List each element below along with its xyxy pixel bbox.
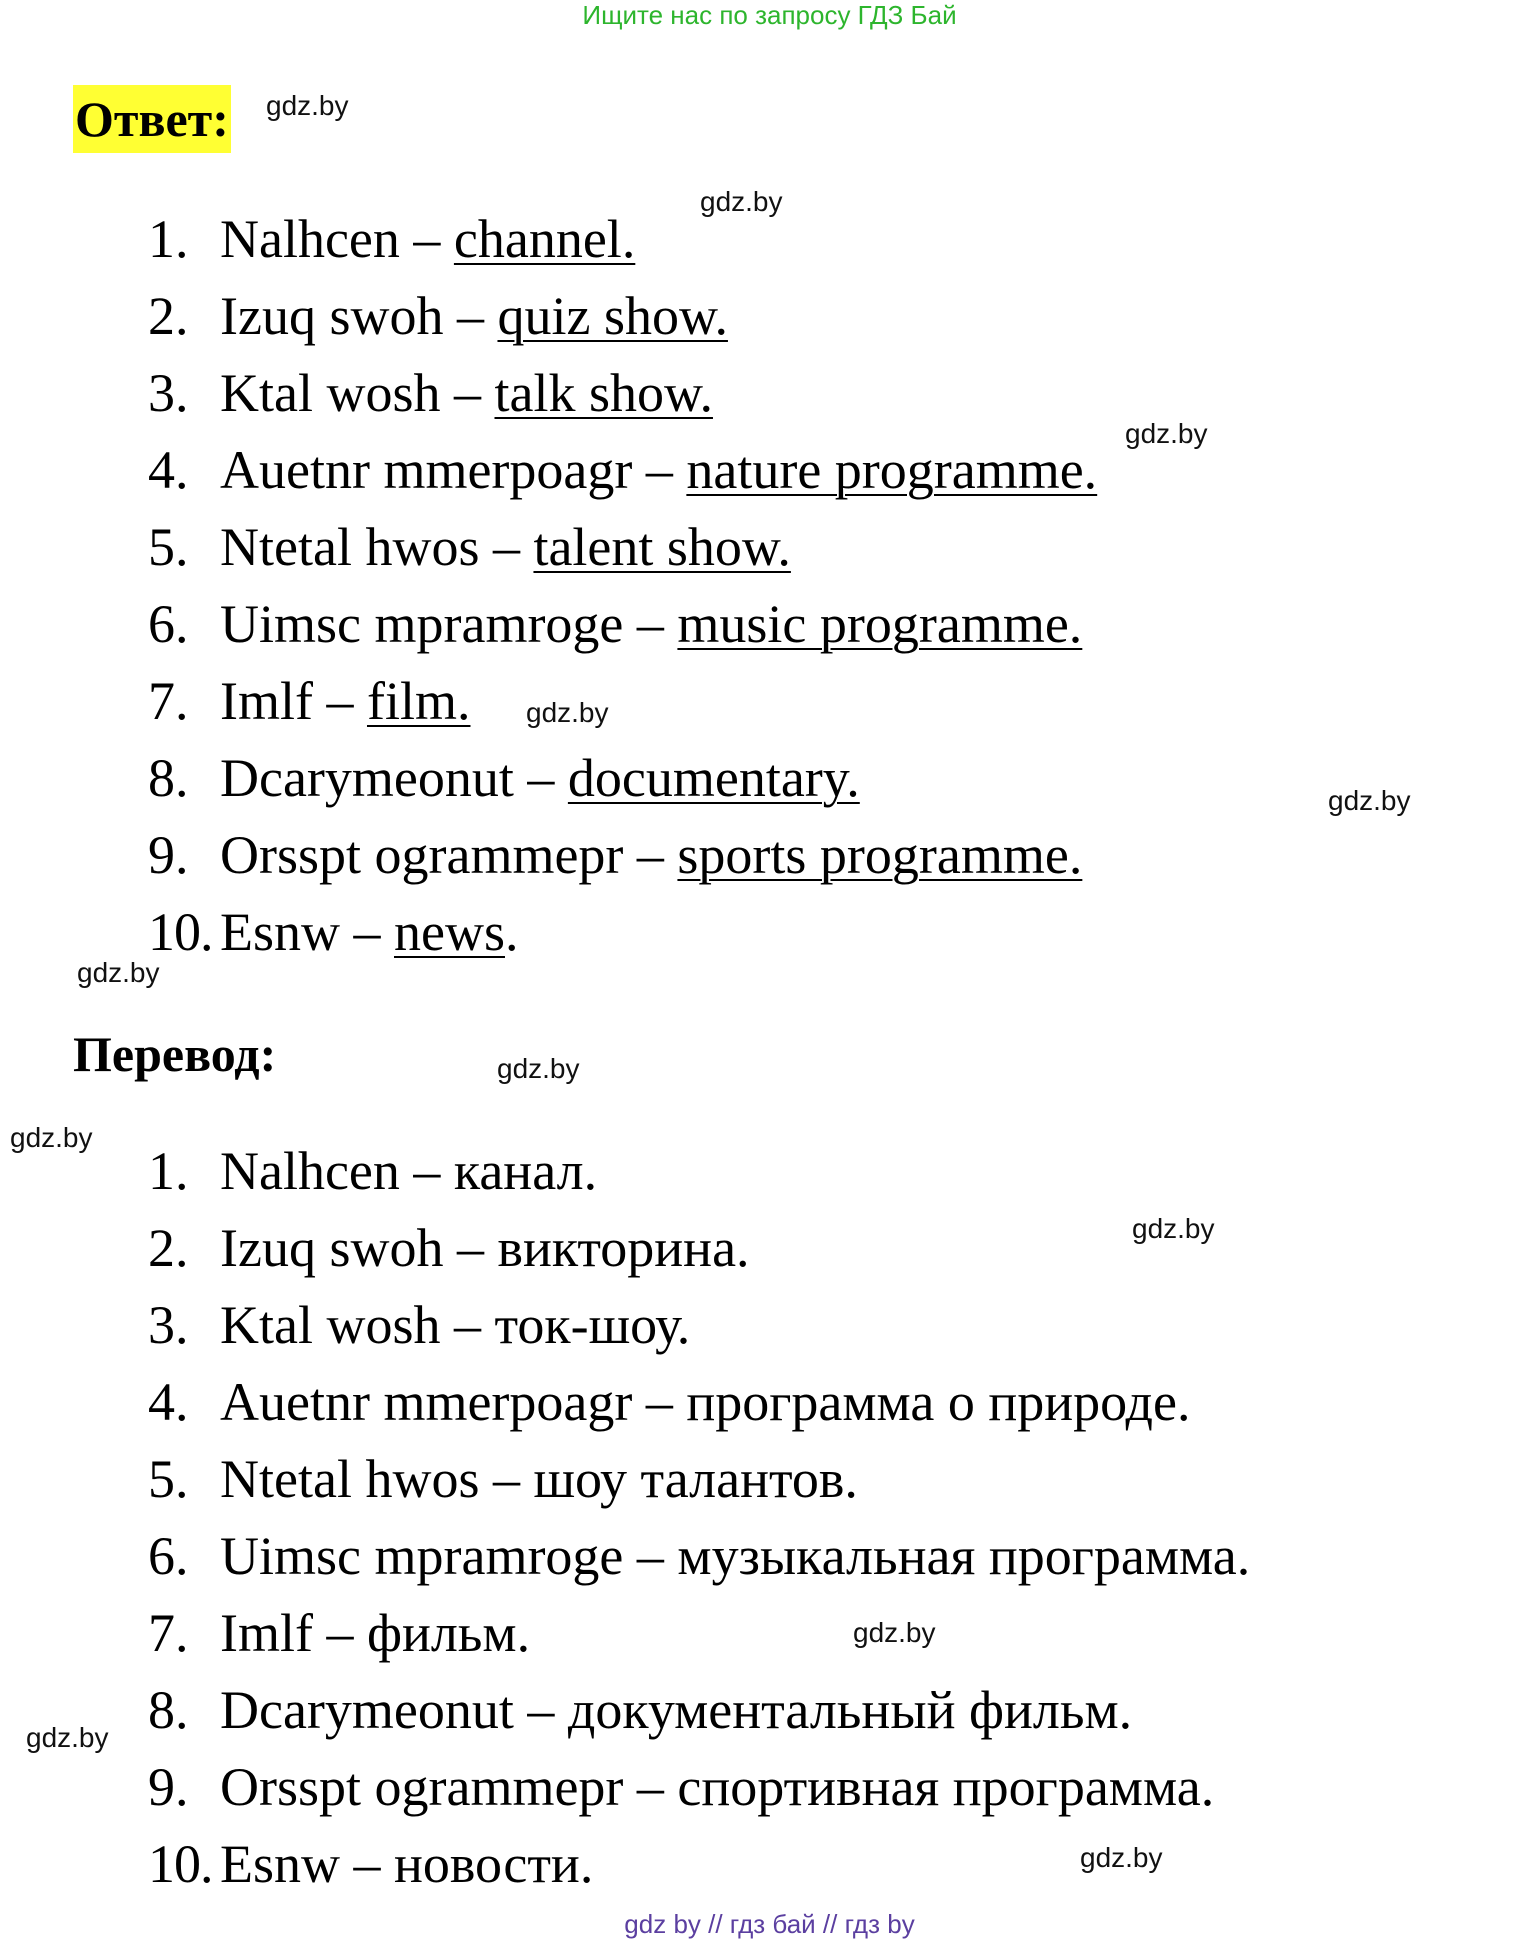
translation-item: 10. Esnw – новости. (148, 1834, 594, 1894)
answer-word: channel. (453, 209, 636, 269)
watermark: gdz.by (10, 1122, 93, 1153)
translation-item: 5. Ntetal hwos – шоу талантов. (148, 1449, 858, 1509)
watermark: gdz.by (1328, 785, 1411, 816)
watermark: gdz.by (1080, 1842, 1163, 1873)
translation-item: 1. Nalhcen – канал. (148, 1141, 598, 1201)
answer-item: 5. Ntetal hwos – talent show. (148, 517, 791, 577)
translation-item: 7. Imlf – фильм. (148, 1603, 531, 1663)
answer-item: 4. Auetnr mmerpoagr – nature programme. (148, 440, 1098, 500)
translation-item: 3. Ktal wosh – ток-шоу. (148, 1295, 691, 1355)
watermark: gdz.by (497, 1053, 580, 1084)
answer-word: nature programme. (686, 440, 1098, 500)
translation-item: 6. Uimsc mpramroge – музыкальная программа. (148, 1526, 1251, 1586)
answer-word: music programme. (677, 594, 1083, 654)
translation-item: 4. Auetnr mmerpoagr – программа о природе. (148, 1372, 1191, 1432)
watermark: gdz.by (1132, 1213, 1215, 1244)
answer-item: 7. Imlf – film. (148, 671, 471, 731)
answer-word: quiz show. (497, 286, 728, 346)
translation-item: 8. Dcarymeonut – документальный фильм. (148, 1680, 1133, 1740)
watermark: gdz.by (1125, 418, 1208, 449)
answer-item: 6. Uimsc mpramroge – music programme. (148, 594, 1083, 654)
watermark: gdz.by (853, 1617, 936, 1648)
answer-word: film. (366, 671, 471, 731)
answer-word: news (394, 902, 505, 962)
answer-item: 9. Orsspt ogrammepr – sports programme. (148, 825, 1083, 885)
answer-item: 10. Esnw – news. (148, 902, 519, 962)
translation-heading: Перевод: (73, 1026, 277, 1082)
answer-word: sports programme. (677, 825, 1083, 885)
answer-item: 2. Izuq swoh – quiz show. (148, 286, 728, 346)
watermark: gdz.by (526, 697, 609, 728)
watermark: gdz.by (266, 90, 349, 121)
answer-heading: Ответ: (73, 85, 231, 153)
answer-word: documentary. (567, 748, 860, 808)
footer: gdz by // гдз бай // гдз by (624, 1909, 915, 1939)
answer-word: talent show. (533, 517, 791, 577)
watermark: gdz.by (26, 1722, 109, 1753)
watermark: gdz.by (700, 186, 783, 217)
translation-item: 2. Izuq swoh – викторина. (148, 1218, 750, 1278)
answer-word: talk show. (494, 363, 713, 423)
watermark: gdz.by (77, 957, 160, 988)
top-banner: Ищите нас по запросу ГДЗ Бай (582, 0, 957, 30)
translation-item: 9. Orsspt ogrammepr – спортивная программа. (148, 1757, 1215, 1817)
answer-item: 8. Dcarymeonut – documentary. (148, 748, 860, 808)
answer-item: 1. Nalhcen – channel. (148, 209, 636, 269)
answer-item: 3. Ktal wosh – talk show. (148, 363, 713, 423)
